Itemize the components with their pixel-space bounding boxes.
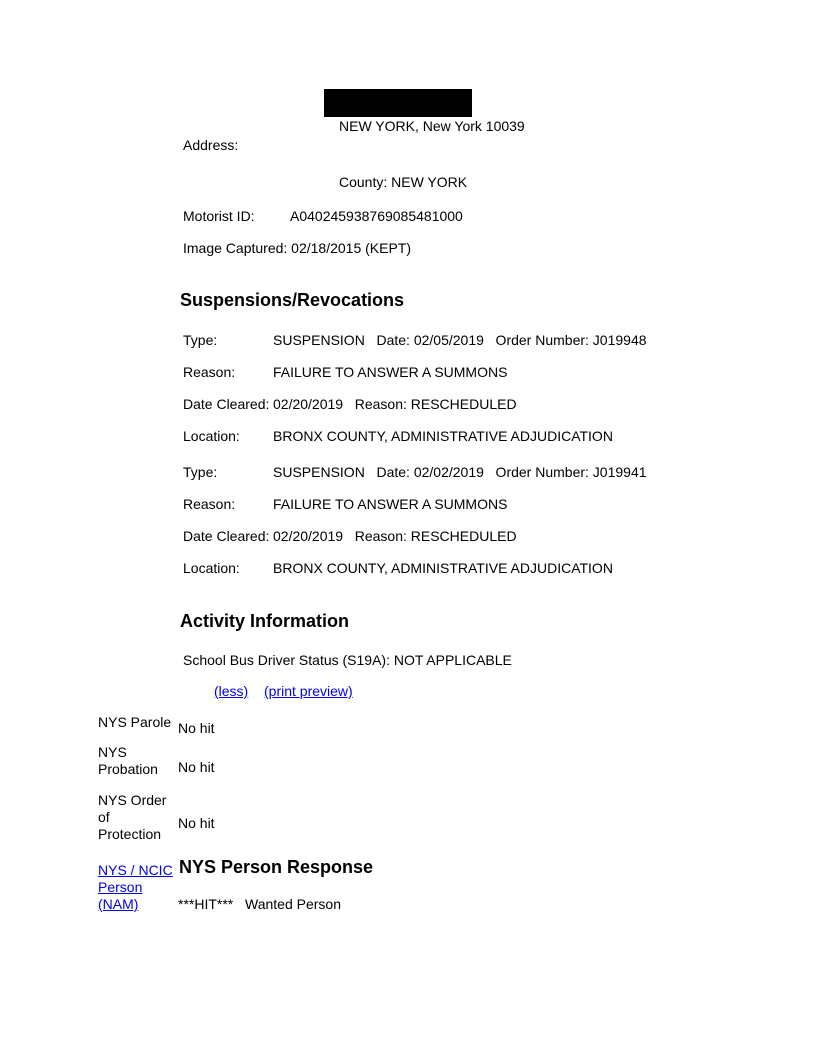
record-location-label: Location: [183,428,240,444]
ncic-person-link[interactable]: NYS / NCIC Person (NAM) [98,862,173,912]
school-bus-status: School Bus Driver Status (S19A): NOT APPLICABLE [183,652,512,668]
check-label-probation: NYS Probation [98,744,158,777]
check-result-parole: No hit [178,720,215,736]
record-cleared-line: 02/20/2019 Reason: RESCHEDULED [273,528,517,544]
check-result-order-of-protection: No hit [178,815,215,831]
activity-heading: Activity Information [180,611,350,631]
less-link[interactable]: (less) [214,683,249,699]
motorist-id-value: A040245938769085481000 [290,208,463,224]
check-result-probation: No hit [178,759,215,775]
address-city-line: NEW YORK, New York 10039 [339,118,525,134]
record-type-label: Type: [183,464,218,480]
record-type-line: SUSPENSION Date: 02/02/2019 Order Number: J019941 [273,464,647,480]
record-type-line: SUSPENSION Date: 02/05/2019 Order Number: J019948 [273,332,647,348]
motorist-id-label: Motorist ID: [183,208,255,224]
record-reason-label: Reason: [183,364,236,380]
record-location-label: Location: [183,560,240,576]
record-reason: FAILURE TO ANSWER A SUMMONS [273,496,508,512]
record-date-cleared-label: Date Cleared: [183,528,270,544]
record-type-label: Type: [183,332,218,348]
address-label: Address: [183,137,239,153]
record-reason-label: Reason: [183,496,236,512]
record-location: BRONX COUNTY, ADMINISTRATIVE ADJUDICATION [273,560,613,576]
record-date-cleared-label: Date Cleared: [183,396,270,412]
check-label-parole: NYS Parole [98,714,172,730]
record-location: BRONX COUNTY, ADMINISTRATIVE ADJUDICATION [273,428,613,444]
redaction-bar [324,89,472,117]
address-county: County: NEW YORK [339,174,468,190]
person-hit-flag: ***HIT*** [178,896,234,912]
record-cleared-line: 02/20/2019 Reason: RESCHEDULED [273,396,517,412]
record-reason: FAILURE TO ANSWER A SUMMONS [273,364,508,380]
print-preview-link[interactable]: (print preview) [264,683,353,699]
person-response-heading: NYS Person Response [179,857,374,877]
person-hit-type: Wanted Person [245,896,341,912]
image-captured: Image Captured: 02/18/2015 (KEPT) [183,240,412,256]
check-label-order-of-protection: NYS Order of Protection [98,792,167,842]
suspensions-heading: Suspensions/Revocations [180,290,405,310]
